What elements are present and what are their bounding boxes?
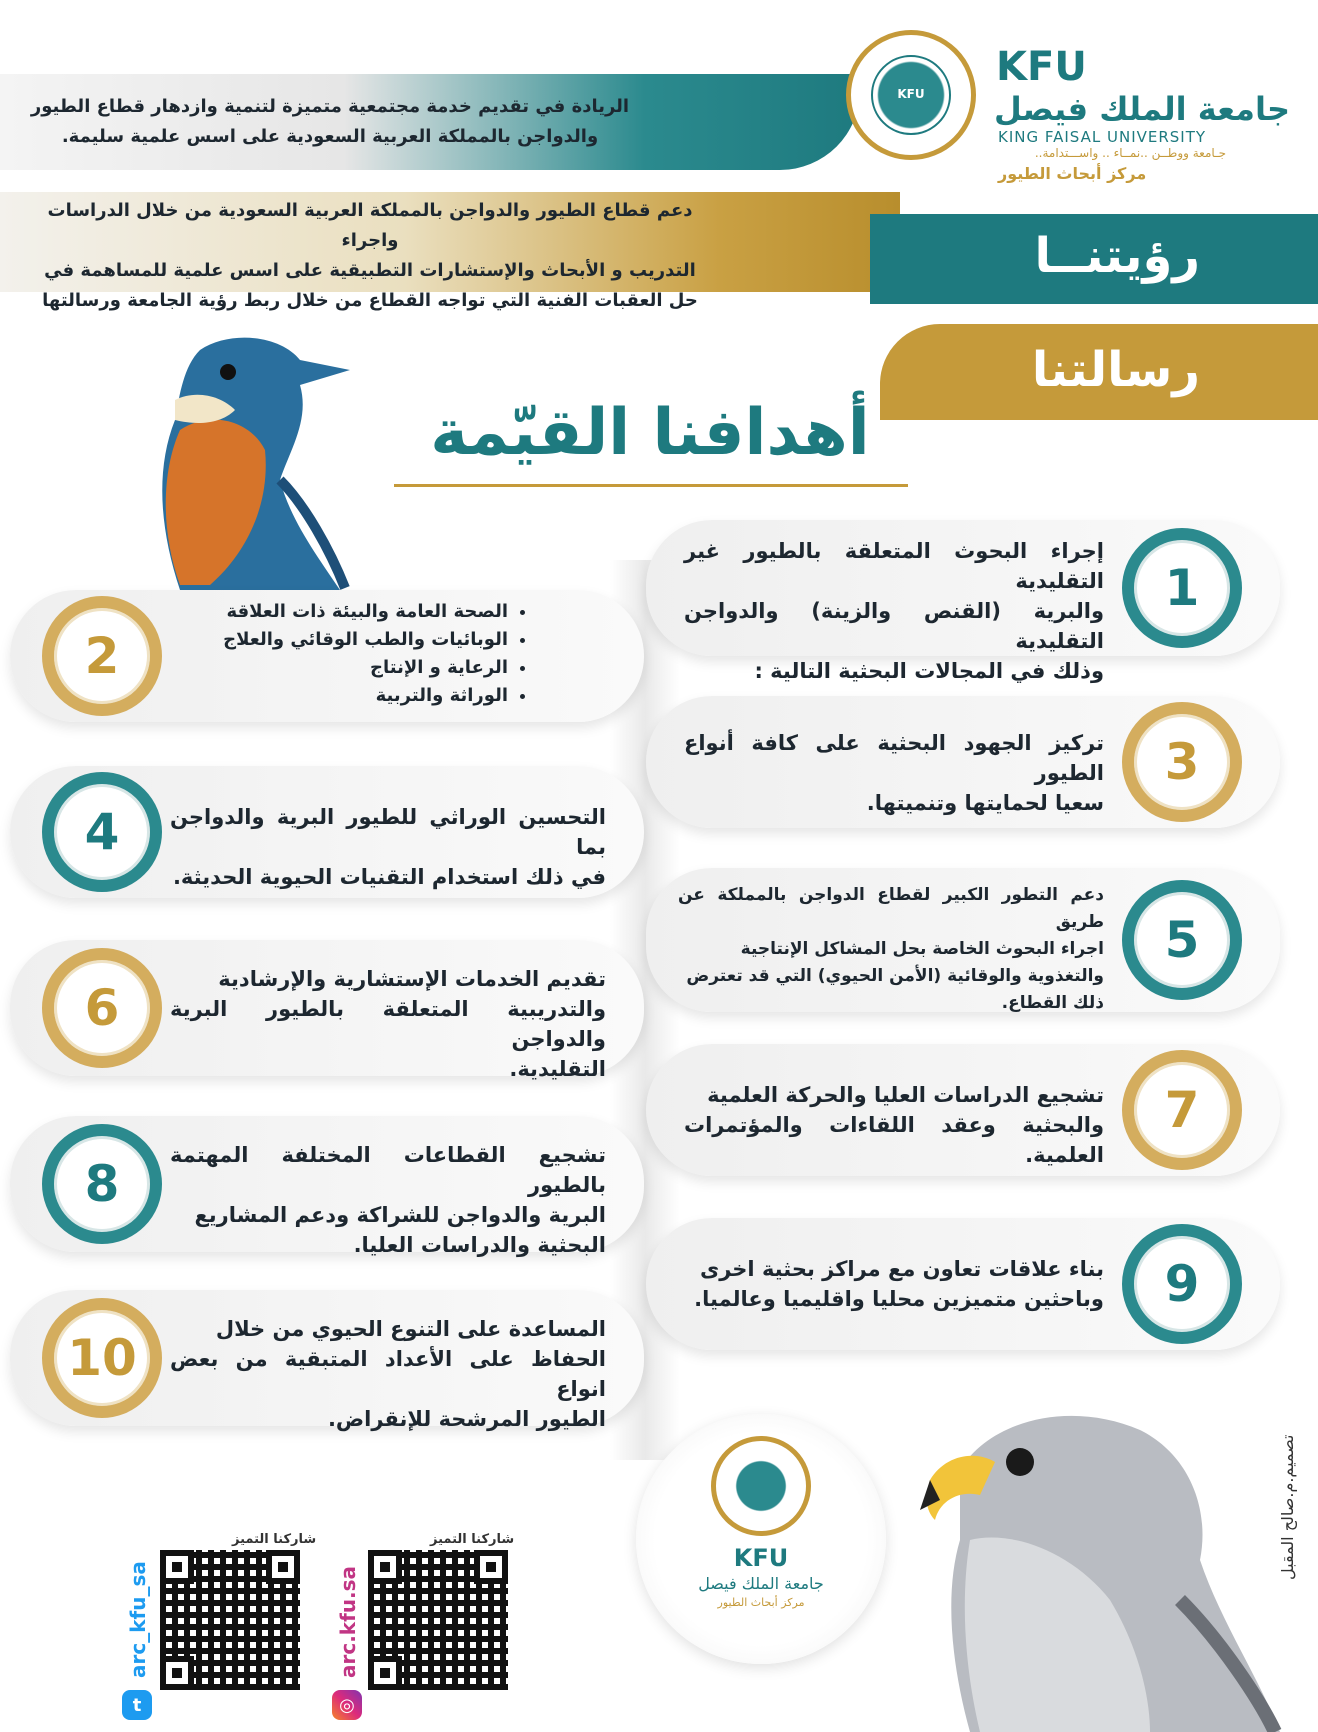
goal-text-10 [170, 1314, 606, 1434]
qr-corner [266, 1550, 300, 1584]
instagram-handle[interactable]: arc.kfu.sa [336, 1565, 360, 1678]
goal-text-line: في ذلك استخدام التقنيات الحيوية الحديثة. [172, 865, 606, 889]
goals-title: أهدافنا القيّمة [430, 396, 870, 470]
goal-text-line: المساعدة على التنوع الحيوي من خلال [215, 1317, 606, 1341]
goal-text-line: والتغذوية والوقائية (الأمن الحيوي) التي قد تعترض [686, 966, 1104, 986]
qr-code-twitter[interactable] [160, 1550, 300, 1690]
goal-card-5 [646, 868, 1280, 1012]
center-name: مركز أبحاث الطيور [998, 164, 1147, 183]
goal-text-line: التحسين الوراثي للطيور البرية والدواجن بما [170, 805, 606, 859]
brand-english: KING FAISAL UNIVERSITY [998, 128, 1207, 146]
mission-title: رسالتنا [1031, 342, 1200, 398]
qr-corner [474, 1550, 508, 1584]
goal-card-1 [646, 520, 1280, 683]
goal-card-10 [10, 1290, 644, 1431]
qr-label-twitter: شاركنا التميز [232, 1532, 317, 1547]
goal-number-5: 5 [1122, 880, 1242, 1000]
goal-text-line: إجراء البحوث المتعلقة بالطيور غير التقليدية [684, 539, 1104, 593]
goal-number-4: 4 [42, 772, 162, 892]
bottom-seal [711, 1436, 811, 1536]
goal-text-1 [684, 536, 1104, 686]
goal-text-line: بناء علاقات تعاون مع مراكز بحثية اخرى [699, 1257, 1104, 1281]
goal-number-3: 3 [1122, 702, 1242, 822]
goal-card-4 [10, 766, 644, 898]
title-underline [394, 484, 908, 487]
goal-text-line: والبحثية وعقد اللقاءات والمؤتمرات العلمية. [684, 1113, 1104, 1167]
goal-text-line: سعيا لحمايتها وتنميتها. [866, 791, 1104, 815]
kingfisher-illustration [140, 330, 380, 590]
goal-card-8 [10, 1116, 644, 1257]
bottom-logo-latin: KFU [733, 1544, 789, 1572]
mission-text-line: التدريب و الأبحاث والإستشارات التطبيقية على اسس علمية للمساهمة في [44, 260, 696, 281]
goal-number-6: 6 [42, 948, 162, 1068]
qr-code-instagram[interactable] [368, 1550, 508, 1690]
goal-number-8: 8 [42, 1124, 162, 1244]
goal-text-line: تركيز الجهود البحثية على كافة أنواع الطيور [684, 731, 1104, 785]
brand-latin: KFU [996, 44, 1087, 90]
bullet-item: • الرعاية و الإنتاج [170, 654, 508, 682]
vision-tab [870, 214, 1318, 304]
bottom-logo-arabic: جامعة الملك فيصل [698, 1574, 824, 1593]
twitter-handle[interactable]: arc_kfu_sa [126, 1561, 150, 1678]
goal-number-9: 9 [1122, 1224, 1242, 1344]
goal-text-line: الطيور المرشحة للإنقراض. [327, 1407, 606, 1431]
bullet-item: • الوراثة والتربية [170, 682, 508, 710]
qr-corner [368, 1550, 402, 1584]
qr-corner [160, 1656, 194, 1690]
bottom-logo-center: مركز أبحاث الطيور [717, 1596, 805, 1609]
vision-text-line: الريادة في تقديم خدمة مجتمعية متميزة لتنمية وازدهار قطاع الطيور [30, 96, 630, 117]
goal-text-line: دعم التطور الكبير لقطاع الدواجن بالمملكة عن طريق [678, 885, 1104, 932]
vision-text [20, 92, 640, 152]
instagram-icon[interactable]: ◎ [332, 1690, 362, 1720]
goal-text-8 [170, 1140, 606, 1260]
goal-card-3 [646, 696, 1280, 828]
seal-text: KFU [897, 87, 925, 101]
designer-credit: تصميم.م.صالح المقبل [1278, 1434, 1297, 1580]
goal-card-9 [646, 1218, 1280, 1350]
bottom-logo [636, 1414, 886, 1664]
goal-number-7: 7 [1122, 1050, 1242, 1170]
goal-text-line: البحثية والدراسات العليا. [353, 1233, 606, 1257]
qr-label-instagram: شاركنا التميز [430, 1532, 515, 1547]
goal-text-5 [678, 882, 1104, 1017]
mission-text [20, 196, 720, 316]
qr-corner [368, 1656, 402, 1690]
university-seal [846, 30, 976, 160]
goal-text-line: وذلك في المجالات البحثية التالية : [754, 659, 1104, 683]
twitter-icon[interactable]: t [122, 1690, 152, 1720]
bullet-item: • الوبائيات والطب الوقائي والعلاج [170, 626, 508, 654]
qr-corner [160, 1550, 194, 1584]
mission-text-line: حل العقبات الفنية التي تواجه القطاع من خلال ربط رؤية الجامعة ورسالتها [42, 290, 698, 311]
vision-title: رؤيتنــا [1034, 228, 1200, 284]
brand-tagline: جـامعة ووطــن ..نمــاء .. واســـتدامة.. [1034, 146, 1226, 160]
goal-number-2: 2 [42, 596, 162, 716]
goal-text-9 [684, 1254, 1104, 1314]
goal-card-2 [10, 590, 644, 722]
goal-text-line: والتدريبية المتعلقة بالطيور البرية والدواجن [170, 997, 606, 1051]
goal-text-line: تقديم الخدمات الإستشارية والإرشادية [218, 967, 606, 991]
goal-text-3 [684, 728, 1104, 818]
goal-card-6 [10, 940, 644, 1081]
goal-text-line: اجراء البحوث الخاصة بحل المشاكل الإنتاجية [740, 939, 1104, 959]
bullet-item: • الصحة العامة والبيئة ذات العلاقة [170, 598, 508, 626]
goal-text-line: البرية والدواجن للشراكة ودعم المشاريع [194, 1203, 606, 1227]
goal-text-7 [684, 1080, 1104, 1170]
goal-card-7 [646, 1044, 1280, 1176]
brand-arabic: جامعة الملك فيصل [994, 90, 1291, 128]
goal-text-6 [170, 964, 606, 1084]
goal-text-line: تشجيع القطاعات المختلفة المهتمة بالطيور [170, 1143, 606, 1197]
goal-text-line: الحفاظ على الأعداد المتبقية من بعض انواع [170, 1347, 606, 1401]
mission-tab [880, 324, 1318, 420]
goal-text-line: والبرية (القنص والزينة) والدواجن التقليدية [684, 599, 1104, 653]
goal-text-line: ذلك القطاع. [1001, 993, 1104, 1013]
bullet-list [170, 598, 526, 710]
goal-number-10: 10 [42, 1298, 162, 1418]
vision-text-line: والدواجن بالمملكة العربية السعودية على اسس علمية سليمة. [61, 126, 599, 147]
goal-number-1: 1 [1122, 528, 1242, 648]
goal-text-line: التقليدية. [509, 1057, 606, 1081]
goal-bullets-2 [170, 598, 526, 710]
mission-text-line: دعم قطاع الطيور والدواجن بالمملكة العربية السعودية من خلال الدراسات واجراء [47, 200, 693, 251]
goal-text-line: وباحثين متميزين محليا واقليميا وعالميا. [694, 1287, 1104, 1311]
goal-text-4 [170, 802, 606, 892]
falcon-illustration [900, 1400, 1318, 1732]
goal-text-line: تشجيع الدراسات العليا والحركة العلمية [707, 1083, 1104, 1107]
